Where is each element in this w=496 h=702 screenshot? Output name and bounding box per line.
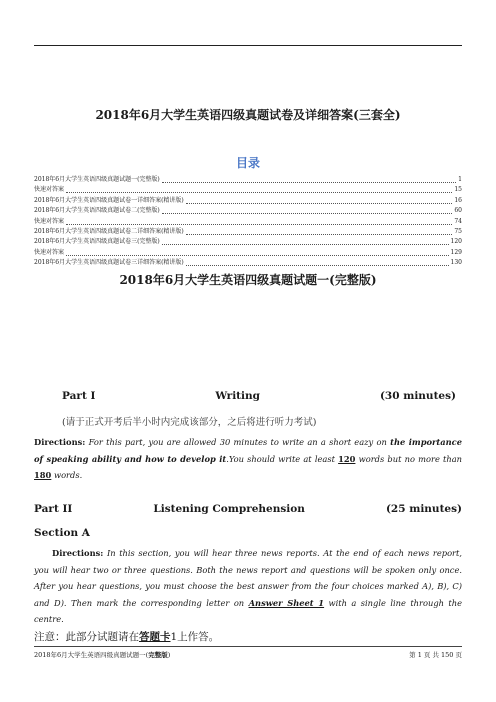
part2-header bbox=[34, 503, 462, 515]
essay-topic: the importance of speaking ability and how to develop it bbox=[34, 437, 462, 464]
directions-text: In this section, you will hear three news reports. At the end of each news report, you will hear two or three questions. Both the news report and questions will be spoken only once. After you hear questions, you must choose the best answer from the four choices marked A), B), C) and D). Then mark the corresponding letter on bbox=[34, 548, 462, 608]
part1-header bbox=[62, 390, 456, 402]
toc-entry[interactable] bbox=[34, 185, 462, 195]
toc-leader-dots bbox=[66, 192, 452, 193]
toc-entry-label: 2018年6月大学生英语四级真题试卷三详细答案(精讲版) bbox=[34, 259, 184, 267]
answer-sheet: Answer Sheet 1 bbox=[248, 597, 325, 608]
footer-rule bbox=[34, 646, 462, 647]
part2-directions bbox=[34, 545, 462, 628]
section-title: 2018年6月大学生英语四级真题试题一(完整版) bbox=[119, 273, 377, 287]
toc-entry[interactable] bbox=[34, 248, 462, 258]
toc-entry[interactable] bbox=[34, 206, 462, 216]
toc-entry-label: 2018年6月大学生英语四级真题试卷二详细答案(精讲版) bbox=[34, 228, 184, 235]
directions-text: words but no more than bbox=[355, 453, 463, 464]
toc-entry-label: 快速对答案 bbox=[34, 186, 65, 194]
toc-leader-dots bbox=[162, 213, 453, 214]
toc-entry-page: 16 bbox=[454, 196, 462, 204]
directions-text: words. bbox=[51, 470, 83, 480]
answer-notice: 注意：此部分试题请在答题卡1上作答。 bbox=[34, 631, 220, 643]
part2-time: (25 minutes) bbox=[385, 503, 462, 515]
directions-label: Directions: bbox=[52, 548, 104, 558]
toc-leader-dots bbox=[186, 265, 449, 266]
part1-name: Part I bbox=[62, 390, 96, 402]
document-title: 2018年6月大学生英语四级真题试卷及详细答案(三套全) bbox=[95, 108, 401, 122]
toc-entry-page: 15 bbox=[454, 186, 462, 194]
min-words: 120 bbox=[338, 453, 356, 464]
answer-card: 答题卡 bbox=[139, 631, 171, 643]
toc-entry-page: 74 bbox=[454, 217, 462, 225]
directions-text: .You should write at least bbox=[226, 453, 339, 464]
toc-leader-dots bbox=[186, 203, 453, 204]
part1-subject: Writing bbox=[215, 390, 260, 402]
toc-leader-dots bbox=[66, 255, 449, 256]
toc-entry[interactable] bbox=[34, 175, 462, 185]
toc-entry-page: 60 bbox=[454, 207, 462, 215]
toc-entry-label: 2018年6月大学生英语四级真题试题一(完整版) bbox=[34, 176, 160, 183]
directions-text: For this part, you are allowed 30 minutes to write an a short eazy on bbox=[85, 437, 391, 447]
toc-entry-label: 快速对答案 bbox=[34, 248, 65, 256]
toc-leader-dots bbox=[186, 234, 453, 235]
toc-entry[interactable] bbox=[34, 196, 462, 206]
footer-page-number: 第 1 页 共 150 页 bbox=[409, 651, 462, 659]
toc-entry-label: 2018年6月大学生英语四级真题试卷一详细答案(精讲版) bbox=[34, 196, 184, 204]
part1-directions bbox=[34, 434, 462, 484]
toc-leader-dots bbox=[162, 182, 456, 183]
toc-entry-label: 2018年6月大学生英语四级真题试卷三(完整版) bbox=[34, 238, 160, 246]
toc-leader-dots bbox=[162, 244, 449, 245]
toc-entry[interactable] bbox=[34, 217, 462, 227]
toc-entry[interactable] bbox=[34, 237, 462, 247]
toc-entry-page: 1 bbox=[458, 176, 462, 183]
part2-subject: Listening Comprehension bbox=[153, 503, 305, 515]
directions-text: with a single line through the centre. bbox=[34, 597, 462, 624]
toc-entry-page: 129 bbox=[450, 248, 462, 256]
toc-leader-dots bbox=[66, 224, 452, 225]
toc-entry-page: 75 bbox=[454, 228, 462, 235]
toc-entry-label: 快速对答案 bbox=[34, 217, 65, 225]
part1-time: (30 minutes) bbox=[379, 390, 456, 402]
footer-left: 2018年6月大学生英语四级真题试题一(完整版) bbox=[34, 651, 171, 659]
directions-label: Directions: bbox=[34, 437, 86, 447]
toc-entry[interactable] bbox=[34, 258, 462, 268]
toc-entry[interactable] bbox=[34, 227, 462, 237]
top-rule bbox=[34, 45, 462, 46]
max-words: 180 bbox=[34, 470, 52, 480]
toc-heading: 目录 bbox=[235, 156, 260, 170]
toc-entry-page: 130 bbox=[450, 259, 462, 267]
part2-name: Part II bbox=[34, 503, 73, 515]
toc-entry-label: 2018年6月大学生英语四级真题试卷二(完整版) bbox=[34, 207, 160, 215]
section-a-heading: Section A bbox=[34, 527, 90, 539]
toc-entry-page: 120 bbox=[450, 238, 462, 246]
part1-note: (请于正式开考后半小时内完成该部分，之后将进行听力考试) bbox=[62, 417, 317, 428]
